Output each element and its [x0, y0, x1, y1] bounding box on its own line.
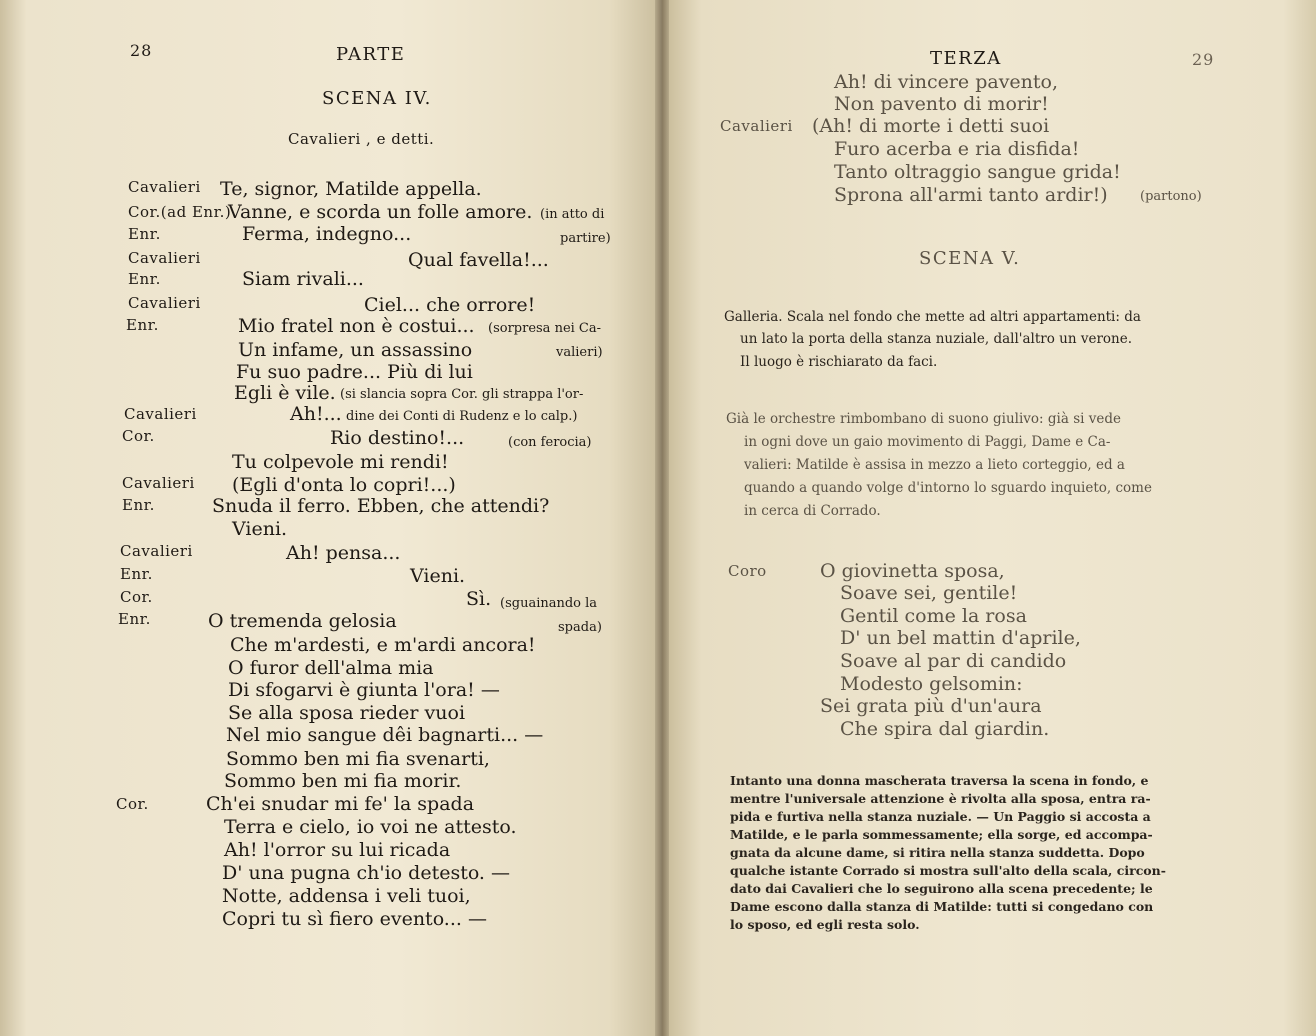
- final-direction-line: Dame escono dalla stanza di Matilde: tutti si congedano con: [730, 899, 1154, 914]
- speaker: Cavalieri: [124, 405, 197, 423]
- verse-line: (Egli d'onta lo copri!...): [232, 474, 456, 496]
- verse-line: Che m'ardesti, e m'ardi ancora!: [230, 634, 536, 656]
- setting-line: Il luogo è rischiarato da faci.: [740, 354, 938, 370]
- speaker: Enr.: [122, 496, 155, 514]
- speaker: Cor.: [122, 427, 155, 445]
- speaker: Enr.: [120, 565, 153, 583]
- verse-line: Sommo ben mi fia svenarti,: [226, 748, 490, 770]
- verse-line: Terra e cielo, io voi ne attesto.: [224, 816, 517, 838]
- verse-line: Egli è vile.: [234, 382, 336, 404]
- verse-line: Snuda il ferro. Ebben, che attendi?: [212, 495, 550, 517]
- speaker: Cor.: [120, 588, 153, 606]
- verse-line: Se alla sposa rieder vuoi: [228, 702, 466, 724]
- verse-line: Non pavento di morir!: [834, 93, 1049, 115]
- verse-line: Sprona all'armi tanto ardir!): [834, 184, 1108, 206]
- stage-direction: partire): [560, 231, 611, 246]
- final-direction-line: Matilde, e le parla sommessamente; ella sorge, ed accompa-: [730, 827, 1153, 842]
- stage-direction: (partono): [1140, 189, 1202, 204]
- chorus-line: Soave al par di candido: [840, 650, 1067, 672]
- final-direction-line: dato dai Cavalieri che lo seguirono alla scena precedente; le: [730, 881, 1153, 896]
- speaker: Enr.: [128, 270, 161, 288]
- setting-line: un lato la porta della stanza nuziale, dall'altro un verone.: [740, 331, 1133, 347]
- verse-line: Qual favella!...: [408, 249, 549, 271]
- final-direction-line: Intanto una donna mascherata traversa la scena in fondo, e: [730, 773, 1149, 788]
- verse-line: (Ah! di morte i detti suoi: [812, 115, 1050, 137]
- final-direction-line: lo sposo, ed egli resta solo.: [730, 917, 920, 932]
- verse-line: O tremenda gelosia: [208, 610, 397, 632]
- final-direction-line: gnata da alcune dame, si ritira nella stanza suddetta. Dopo: [730, 845, 1145, 860]
- verse-line: Tanto oltraggio sangue grida!: [834, 161, 1121, 183]
- stage-direction: dine dei Conti di Rudenz e lo calp.): [346, 409, 578, 424]
- final-direction-line: mentre l'universale attenzione è rivolta alla sposa, entra ra-: [730, 791, 1151, 806]
- verse-line: Furo acerba e ria disfida!: [834, 138, 1080, 160]
- verse-line: Ah! di vincere pavento,: [834, 71, 1059, 93]
- verse-line: D' una pugna ch'io detesto. —: [222, 862, 511, 884]
- stage-direction: valieri): [556, 345, 603, 360]
- speaker: Enr.: [128, 225, 161, 243]
- running-head-left: PARTE: [336, 44, 406, 65]
- speaker: Cor.(ad Enr.): [128, 203, 232, 221]
- verse-line: Ferma, indegno...: [242, 223, 412, 245]
- stage-direction: (in atto di: [540, 207, 605, 222]
- verse-line: O furor dell'alma mia: [228, 657, 434, 679]
- stage-direction: spada): [558, 620, 602, 635]
- chorus-line: O giovinetta sposa,: [820, 560, 1005, 582]
- running-head-right: TERZA: [930, 48, 1002, 69]
- verse-line: Fu suo padre... Più di lui: [236, 361, 473, 383]
- stage-direction: (sguainando la: [500, 596, 598, 611]
- speaker: Enr.: [118, 610, 151, 628]
- book-gutter: [655, 0, 669, 1036]
- page-number-right: 29: [1192, 50, 1215, 69]
- action-line: in cerca di Corrado.: [744, 503, 881, 519]
- verse-line: Tu colpevole mi rendi!: [232, 451, 449, 473]
- speaker: Enr.: [126, 316, 159, 334]
- speaker-coro: Coro: [728, 562, 767, 580]
- action-line: Già le orchestre rimbombano di suono giulivo: già si vede: [726, 411, 1121, 427]
- action-line: quando a quando volge d'intorno lo sguardo inquieto, come: [744, 480, 1152, 496]
- chorus-line: Soave sei, gentile!: [840, 582, 1018, 604]
- verse-line: Vieni.: [410, 565, 466, 587]
- chorus-line: D' un bel mattin d'aprile,: [840, 627, 1081, 649]
- final-direction-line: qualche istante Corrado si mostra sull'alto della scala, circon-: [730, 863, 1166, 878]
- verse-line: Ch'ei snudar mi fe' la spada: [206, 793, 475, 815]
- speaker: Cavalieri: [128, 249, 201, 267]
- stage-direction: (sorpresa nei Ca-: [488, 321, 602, 336]
- page-number-left: 28: [130, 41, 153, 60]
- speaker: Cavalieri: [122, 474, 195, 492]
- verse-line: Copri tu sì fiero evento... —: [222, 908, 487, 930]
- verse-line: Sì.: [466, 588, 492, 610]
- scene-title-v: SCENA V.: [919, 248, 1021, 269]
- chorus-line: Sei grata più d'un'aura: [820, 695, 1042, 717]
- scene-title-iv: SCENA IV.: [322, 88, 432, 109]
- stage-direction: (si slancia sopra Cor. gli strappa l'or-: [340, 387, 584, 402]
- verse-line: Mio fratel non è costui...: [238, 315, 475, 337]
- stage-direction: (con ferocia): [508, 435, 592, 450]
- speaker: Cavalieri: [720, 117, 793, 135]
- verse-line: Vanne, e scorda un folle amore.: [228, 201, 533, 223]
- verse-line: Rio destino!...: [330, 427, 465, 449]
- action-line: valieri: Matilde è assisa in mezzo a lieto corteggio, ed a: [744, 457, 1125, 473]
- verse-line: Siam rivali...: [242, 268, 364, 290]
- verse-line: Ah!...: [290, 403, 342, 425]
- chorus-line: Modesto gelsomin:: [840, 673, 1023, 695]
- verse-line: Notte, addensa i veli tuoi,: [222, 885, 471, 907]
- chorus-line: Gentil come la rosa: [840, 605, 1027, 627]
- setting-line: Galleria. Scala nel fondo che mette ad altri appartamenti: da: [724, 309, 1141, 325]
- scene-characters: Cavalieri , e detti.: [288, 130, 435, 148]
- verse-line: Un infame, un assassino: [238, 339, 473, 361]
- chorus-line: Che spira dal giardin.: [840, 718, 1050, 740]
- verse-line: Nel mio sangue dêi bagnarti... —: [226, 724, 544, 746]
- final-direction-line: pida e furtiva nella stanza nuziale. — Un Paggio si accosta a: [730, 809, 1151, 824]
- verse-line: Di sfogarvi è giunta l'ora! —: [228, 679, 500, 701]
- speaker: Cavalieri: [128, 294, 201, 312]
- speaker: Cavalieri: [120, 542, 193, 560]
- verse-line: Ciel... che orrore!: [364, 294, 536, 316]
- verse-line: Ah! pensa...: [286, 542, 401, 564]
- verse-line: Vieni.: [232, 518, 288, 540]
- verse-line: Ah! l'orror su lui ricada: [224, 839, 451, 861]
- verse-line: Te, signor, Matilde appella.: [220, 178, 482, 200]
- verse-line: Sommo ben mi fia morir.: [224, 770, 462, 792]
- right-page: [662, 0, 1316, 1036]
- action-line: in ogni dove un gaio movimento di Paggi, Dame e Ca-: [744, 434, 1111, 450]
- speaker: Cor.: [116, 795, 149, 813]
- speaker: Cavalieri: [128, 178, 201, 196]
